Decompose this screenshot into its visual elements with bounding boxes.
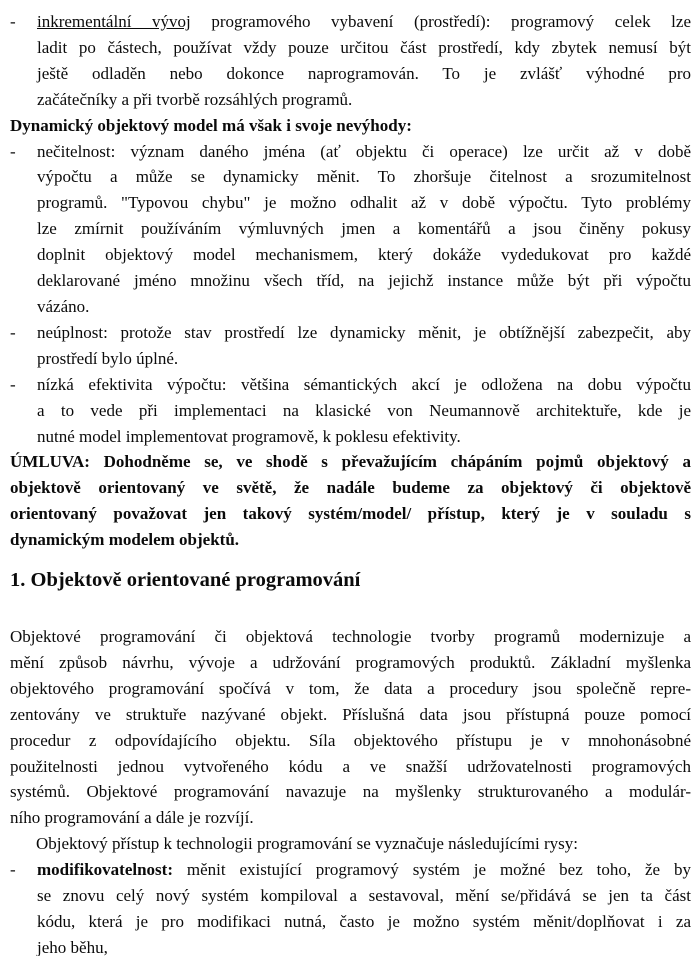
term-modifiability: modifikovatelnost: <box>37 860 173 880</box>
bullet-continuation-lines <box>37 35 691 113</box>
bullet-incompleteness <box>10 320 691 372</box>
text-line: ního programování a dále je rozvíjí. <box>10 808 254 828</box>
text-line: zentovány ve struktuře nazývané objekt. Příslušná data jsou přístupná pouze pomocí <box>10 704 691 724</box>
text-span: programového vybavení (prostředí): programový celek lze <box>190 12 691 31</box>
bullet-body <box>37 139 691 320</box>
text-line: mění způsob návrhu, vývoje a udržování programových produktů. Základní myšlenka <box>10 652 691 672</box>
text-line: objektového programování spočívá v tom, že data a procedury jsou společně repre- <box>10 678 691 698</box>
text-line: procedur z odpovídajícího objektu. Síla objektového přístupu je v mnohonásobné <box>10 730 691 750</box>
bullet-body <box>37 320 691 372</box>
text-line <box>37 857 691 883</box>
text-line: jeho běhu, <box>37 937 108 956</box>
text-line: nízká efektivita výpočtu: většina sémantických akcí je odložena na dobu výpočtu <box>37 374 691 394</box>
text-line: dynamickým modelem objektů. <box>10 530 240 550</box>
bullet-dash: - <box>10 860 16 880</box>
text-line: začátečníky a při tvorbě rozsáhlých programů. <box>37 89 353 109</box>
paragraph-convention <box>10 449 691 553</box>
bullet-dash: - <box>10 322 16 342</box>
bullet-modifiability <box>10 857 691 956</box>
text-line: ladit po částech, používat vždy pouze určitou část prostředí, kdy zbytek nemusí být <box>37 37 691 57</box>
bullet-dash: - <box>10 374 16 394</box>
text-line: výpočtu a může se dynamicky měnit. To zhoršuje čitelnost a srozumitelnost <box>37 167 691 187</box>
text-line: neúplnost: protože stav prostředí lze dynamicky měnit, je obtížnější zabezpečit, aby <box>37 322 691 342</box>
text-line: ještě odladěn nebo dokonce naprogramován. To je zvlášť výhodné pro <box>37 63 691 83</box>
text-line: nečitelnost: význam daného jména (ať objektu či operace) lze určit až v době <box>37 141 691 161</box>
text-line: kódu, která je pro modifikaci nutná, často je možno systém měnit/doplňovat i za <box>37 912 691 931</box>
text-line: ÚMLUVA: Dohodněme se, ve shodě s převažujícím chápáním pojmů objektový a <box>10 452 691 472</box>
text-line: vázáno. <box>37 296 90 316</box>
text-line: deklarované jméno množinu všech tříd, na jejichž instance může být při výpočtu <box>37 271 691 291</box>
text-line: a to vede při implementaci na klasické von Neumannově architektuře, kde je <box>37 400 691 420</box>
text-line: programů. "Typovou chybu" je možno odhalit až v době výpočtu. Tyto problémy <box>37 193 691 213</box>
bullet-low-efficiency <box>10 372 691 450</box>
bullet-dash: - <box>10 141 16 161</box>
bullet-illegibility <box>10 139 691 320</box>
features-intro-line: Objektový přístup k technologii programování se vyznačuje následujícími rysy: <box>36 834 578 854</box>
heading-disadvantages: Dynamický objektový model má však i svoje nevýhody: <box>10 115 412 135</box>
bullet-body <box>37 857 691 956</box>
text-line: objektově orientovaný ve světě, že nadále budeme za objektový či objektově <box>10 478 691 498</box>
text-line: lze zmírnit používáním výmluvných jmen a komentářů a jsou činěny pokusy <box>37 219 691 239</box>
text-line: prostředí bylo úplné. <box>37 348 179 368</box>
text-line: použitelnosti jednou vytvořeného kódu a ve snažší udržovatelnosti programových <box>10 756 691 776</box>
text-span: měnit existující programový systém je možné bez toho, že by <box>173 860 691 880</box>
bullet-body <box>37 372 691 450</box>
text-line: orientovaný považovat jen takový systém/model/ přístup, který je v souladu s <box>10 504 691 524</box>
text-line: nutné model implementovat programově, k poklesu efektivity. <box>37 426 461 446</box>
bullet-incremental-development <box>10 9 691 113</box>
text-line <box>37 9 691 35</box>
section-heading: 1. Objektově orientované programování <box>10 569 361 592</box>
text-line: systémů. Objektové programování navazuje na myšlenky strukturovaného a modulár- <box>10 782 691 802</box>
term-incremental-development: inkrementální vývoj <box>37 12 191 31</box>
bullet-body <box>37 9 691 113</box>
text-line: doplnit objektový model mechanismem, který dokáže vydedukovat pro každé <box>37 245 691 265</box>
text-line: Objektové programování či objektová technologie tvorby programů modernizuje a <box>10 627 691 647</box>
bullet-dash: - <box>10 12 16 31</box>
text-line: se znovu celý nový systém kompiloval a sestavoval, mění se/přidává se jen ta část <box>37 886 691 906</box>
paragraph-intro <box>10 624 691 831</box>
bullet-continuation-lines <box>37 883 691 956</box>
